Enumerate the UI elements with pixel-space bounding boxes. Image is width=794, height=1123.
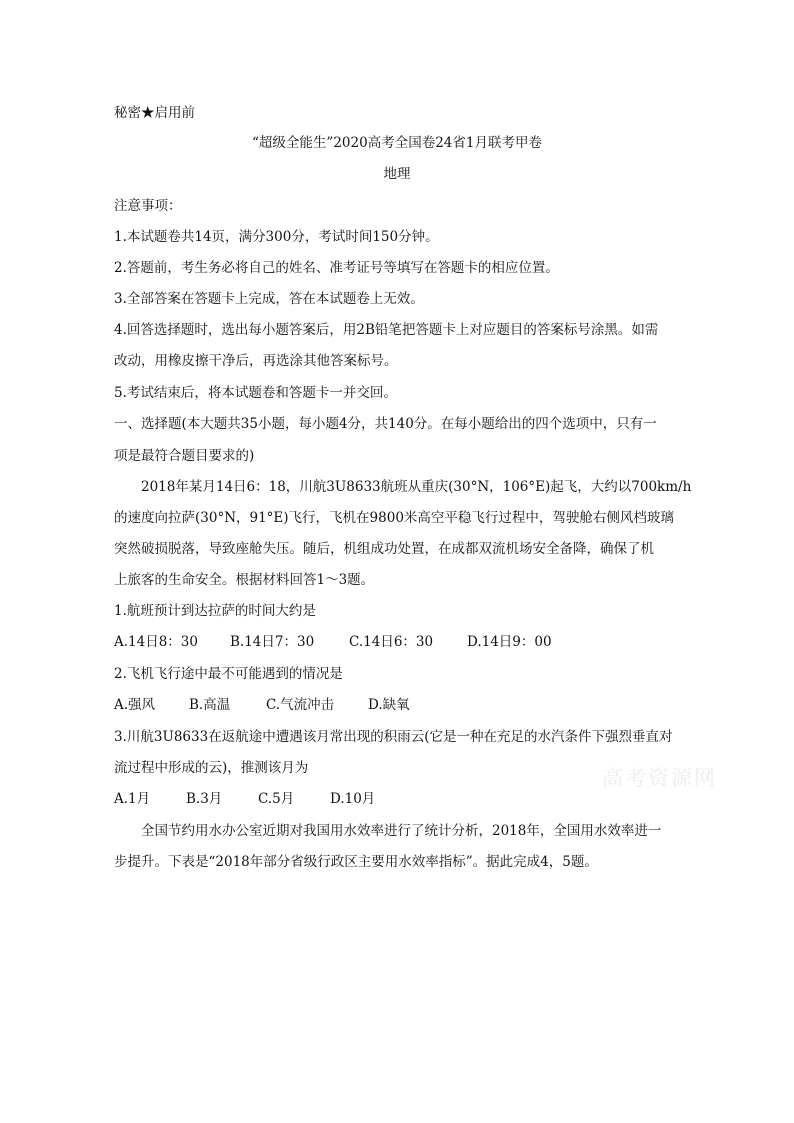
option-c[interactable]: C.14日6：30 — [349, 634, 434, 650]
question-3-options — [114, 789, 375, 809]
option-a[interactable]: A.强风 — [114, 697, 156, 713]
question-3-stem: 3.川航3U8633在返航途中遭遇该月常出现的积雨云(它是一种在充足的水汽条件下强烈垂直对 — [114, 729, 673, 745]
note-item: 3.全部答案在答题卡上完成，答在本试题卷上无效。 — [114, 291, 424, 307]
question-1-stem: 1.航班预计到达拉萨的时间大约是 — [114, 603, 316, 619]
note-item: 1.本试题卷共14页，满分300分，考试时间150分钟。 — [114, 229, 439, 245]
passage-line: 突然破损脱落，导致座舱失压。随后，机组成功处置，在成都双流机场安全备降，确保了机 — [114, 541, 654, 557]
section-heading-cont: 项是最符合题目要求的) — [114, 448, 255, 464]
section-heading: 一、选择题(本大题共35小题，每小题4分，共140分。在每小题给出的四个选项中，只有一 — [114, 416, 657, 432]
question-2-stem: 2.飞机飞行途中最不可能遇到的情况是 — [114, 666, 343, 682]
question-1-options — [114, 632, 552, 652]
passage-line: 全国节约用水办公室近期对我国用水效率进行了统计分析，2018年，全国用水效率进一 — [141, 823, 662, 839]
passage-line: 的速度向拉萨(30°N，91°E)飞行，飞机在9800米高空平稳飞行过程中，驾驶舱右侧风档玻璃 — [114, 510, 674, 526]
question-3-stem-cont: 流过程中形成的云)，推测该月为 — [114, 760, 309, 776]
option-c[interactable]: C.气流冲击 — [266, 697, 335, 713]
question-2-options — [114, 695, 410, 715]
option-d[interactable]: D.14日9：00 — [467, 634, 552, 650]
option-b[interactable]: B.3月 — [186, 791, 223, 807]
passage-line: 上旅客的生命安全。根据材料回答1～3题。 — [114, 572, 375, 588]
watermark: 高考资源网 — [602, 766, 717, 790]
option-d[interactable]: D.缺氧 — [368, 697, 410, 713]
note-item: 4.回答选择题时，选出每小题答案后，用2B铅笔把答题卡上对应题目的答案标号涂黑。如需 — [114, 322, 659, 338]
option-d[interactable]: D.10月 — [330, 791, 376, 807]
exam-title: “超级全能生”2020高考全国卷24省1月联考甲卷 — [252, 135, 542, 151]
option-c[interactable]: C.5月 — [258, 791, 295, 807]
note-item: 5.考试结束后，将本试题卷和答题卡一并交回。 — [114, 385, 397, 401]
option-b[interactable]: B.14日7：30 — [230, 634, 315, 650]
option-b[interactable]: B.高温 — [189, 697, 231, 713]
passage-line: 2018年某月14日6：18，川航3U8633航班从重庆(30°N，106°E)起飞，大约以700km/h — [141, 479, 692, 495]
subject-title: 地理 — [383, 166, 411, 182]
note-item: 2.答题前，考生务必将自己的姓名、准考证号等填写在答题卡的相应位置。 — [114, 260, 559, 276]
note-item: 改动，用橡皮擦干净后，再选涂其他答案标号。 — [114, 353, 398, 369]
option-a[interactable]: A.14日8：30 — [114, 634, 198, 650]
option-a[interactable]: A.1月 — [114, 791, 151, 807]
passage-line: 步提升。下表是“2018年部分省级行政区主要用水效率指标”。据此完成4，5题。 — [114, 854, 598, 870]
notes-heading: 注意事项： — [114, 198, 182, 214]
secret-mark: 秘密★启用前 — [114, 105, 195, 121]
